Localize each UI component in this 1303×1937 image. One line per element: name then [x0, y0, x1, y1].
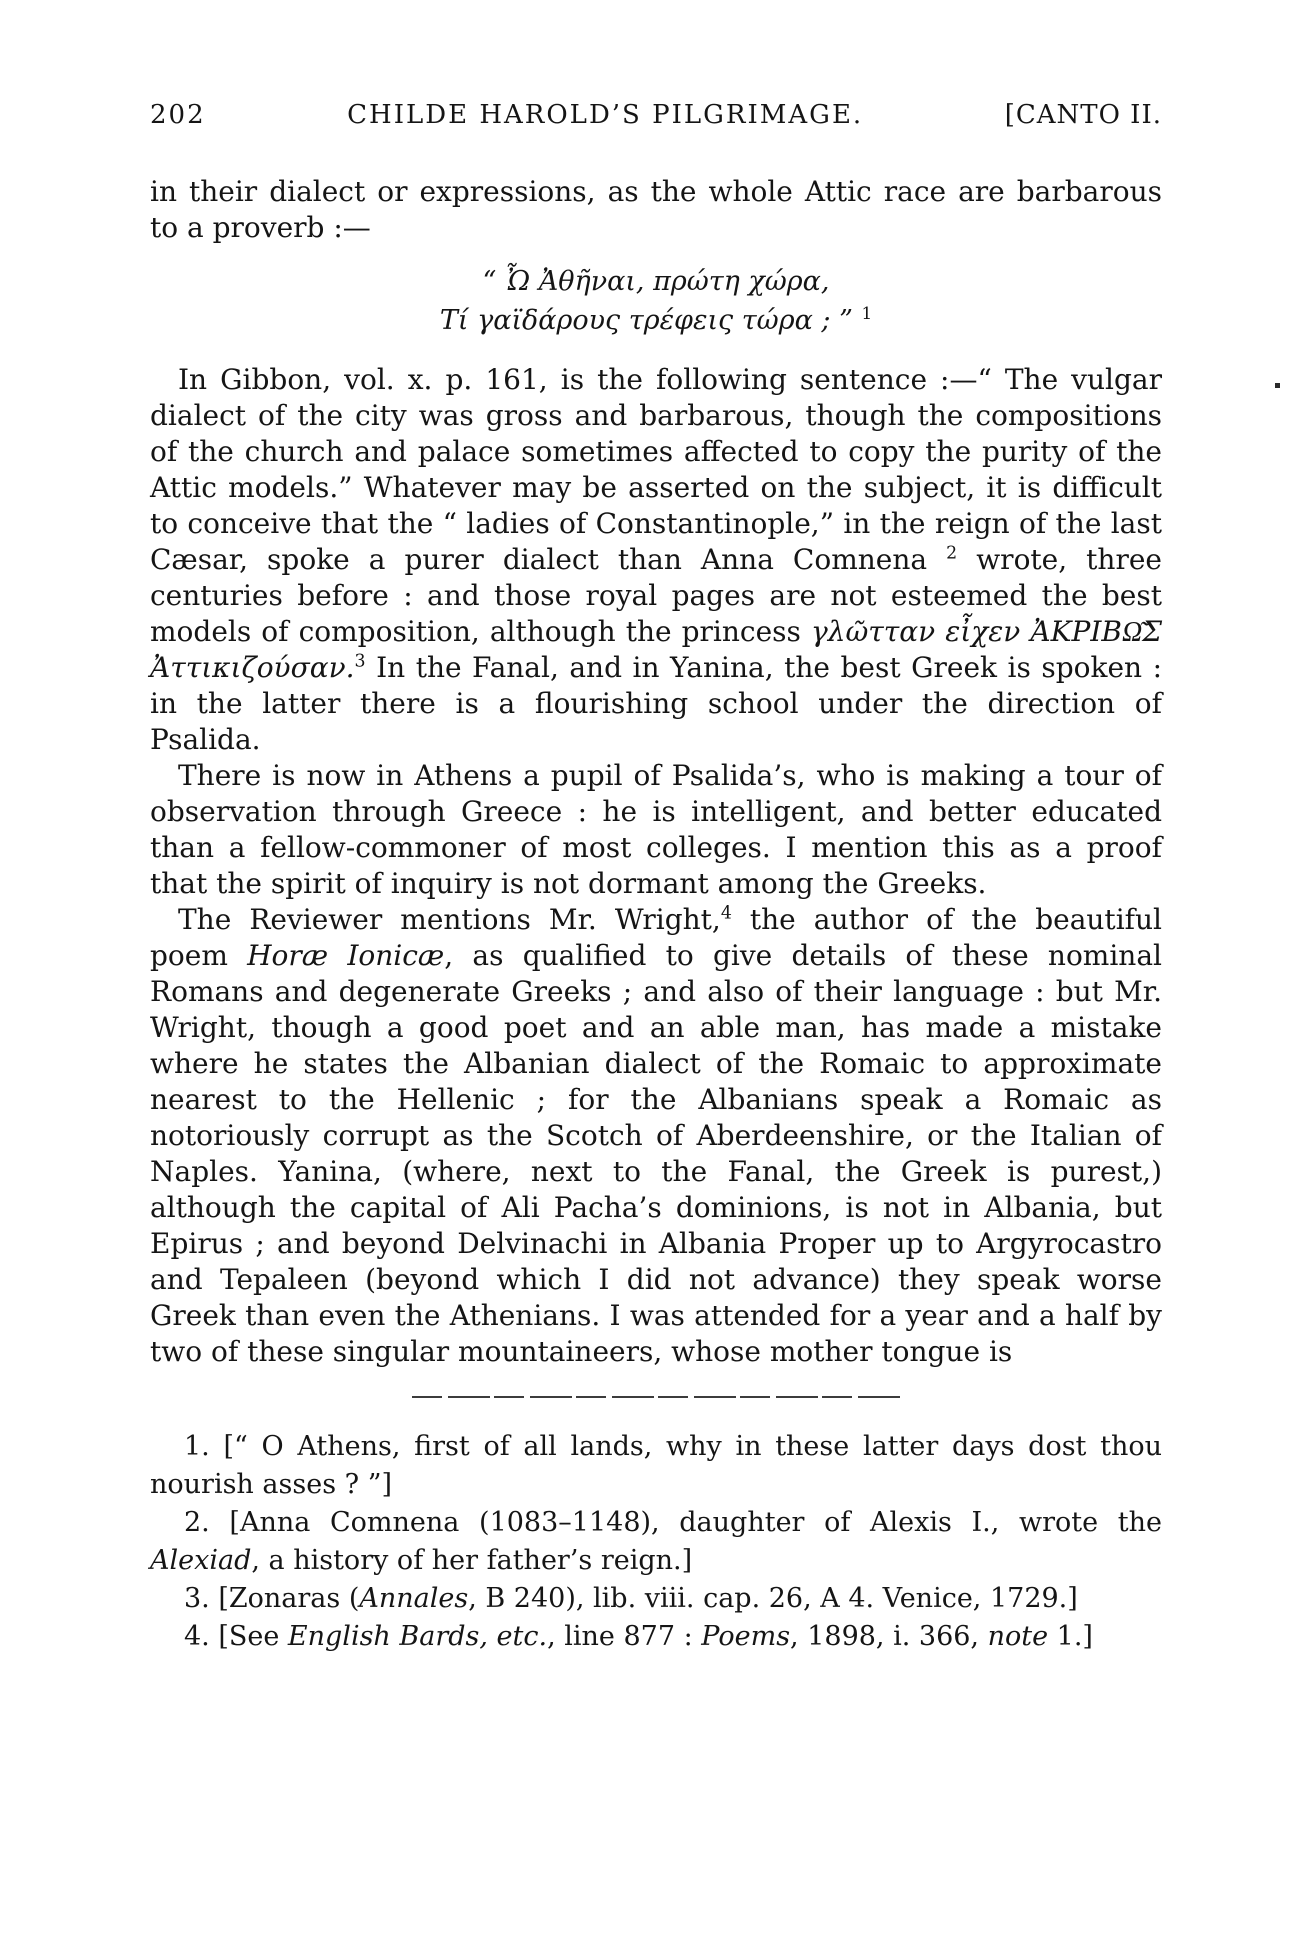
footnote-3: 3. [Zonaras (Annales, B 240), lib. viii. cap. 26, A 4. Venice, 1729.]: [184, 1583, 1078, 1614]
canto-label: [CANTO II.: [1004, 100, 1162, 130]
paragraph-intro: in their dialect or expressions, as the whole Attic race are barbarous to a proverb :—: [150, 175, 1162, 244]
paragraph-gibbon: In Gibbon, vol. x. p. 161, is the following sentence :—“ The vulgar dialect of the city was gross and barbarous, though the compositions of the church and palace sometimes affected to copy the purity of the Attic models.” Whatever may be asserted on the subject, it is difficult to conceive that the “ ladies of Constantinople,” in the reign of the last Cæsar, spoke a purer dialect than Anna Comnena $^2$ wrote, three centuries before : and those royal pages are not esteemed the best models of composition, although the princess γλῶτταν εἶχεν ἈΚΡΙΒΩ͂Σ Ἀττικιζούσαν.$^3$ In the Fanal, and in Yanina, the best Greek is spoken : in the latter there is a flourishing school under the direction of Psalida.: [150, 363, 1163, 756]
footnote-separator: [412, 1396, 900, 1398]
scan-speck-artifact: [1275, 383, 1280, 388]
page-header: [150, 100, 1162, 130]
footnotes: [150, 1428, 1162, 1656]
book-page: [150, 100, 1162, 1656]
running-title: CHILDE HAROLD’S PILGRIMAGE.: [347, 100, 864, 130]
page-number: 202: [150, 100, 206, 130]
footnote-2: 2. [Anna Comnena (1083–1148), daughter of Alexis I., wrote the Alexiad, a history of her father’s reign.]: [150, 1507, 1162, 1576]
greek-quotation: [150, 262, 1162, 340]
greek-quote-line-1: “ Ὦ Ἀθῆναι, πρώτη χώρα,: [482, 266, 830, 297]
body-text: [150, 174, 1162, 1370]
paragraph-athens: There is now in Athens a pupil of Psalida’s, who is making a tour of observation through Greece : he is intelligent, and better educated than a fellow-commoner of most colleges. I mention this as a proof that the spirit of inquiry is not dormant among the Greeks.: [150, 759, 1162, 900]
greek-quote-line-2: Τί γαϊδάρους τρέφεις τώρα ; ” $^1$: [439, 303, 873, 336]
footnote-1: 1. [“ O Athens, first of all lands, why in these latter days dost thou nourish asses ? ”]: [150, 1431, 1162, 1500]
footnote-4: 4. [See English Bards, etc., line 877 : Poems, 1898, i. 366, note 1.]: [184, 1621, 1093, 1652]
paragraph-reviewer: The Reviewer mentions Mr. Wright,$^4$ the author of the beautiful poem Horæ Ionicæ, as qualified to give details of these nominal Romans and degenerate Greeks ; and also of their language : but Mr. Wright, though a good poet and an able man, has made a mistake where he states the Albanian dialect of the Romaic to approximate nearest to the Hellenic ; for the Albanians speak a Romaic as notoriously corrupt as the Scotch of Aberdeenshire, or the Italian of Naples. Yanina, (where, next to the Fanal, the Greek is purest,) although the capital of Ali Pacha’s dominions, is not in Albania, but Epirus ; and beyond Delvinachi in Albania Proper up to Argyrocastro and Tepaleen (beyond which I did not advance) they speak worse Greek than even the Athenians. I was attended for a year and a half by two of these singular mountaineers, whose mother tongue is: [150, 903, 1162, 1368]
